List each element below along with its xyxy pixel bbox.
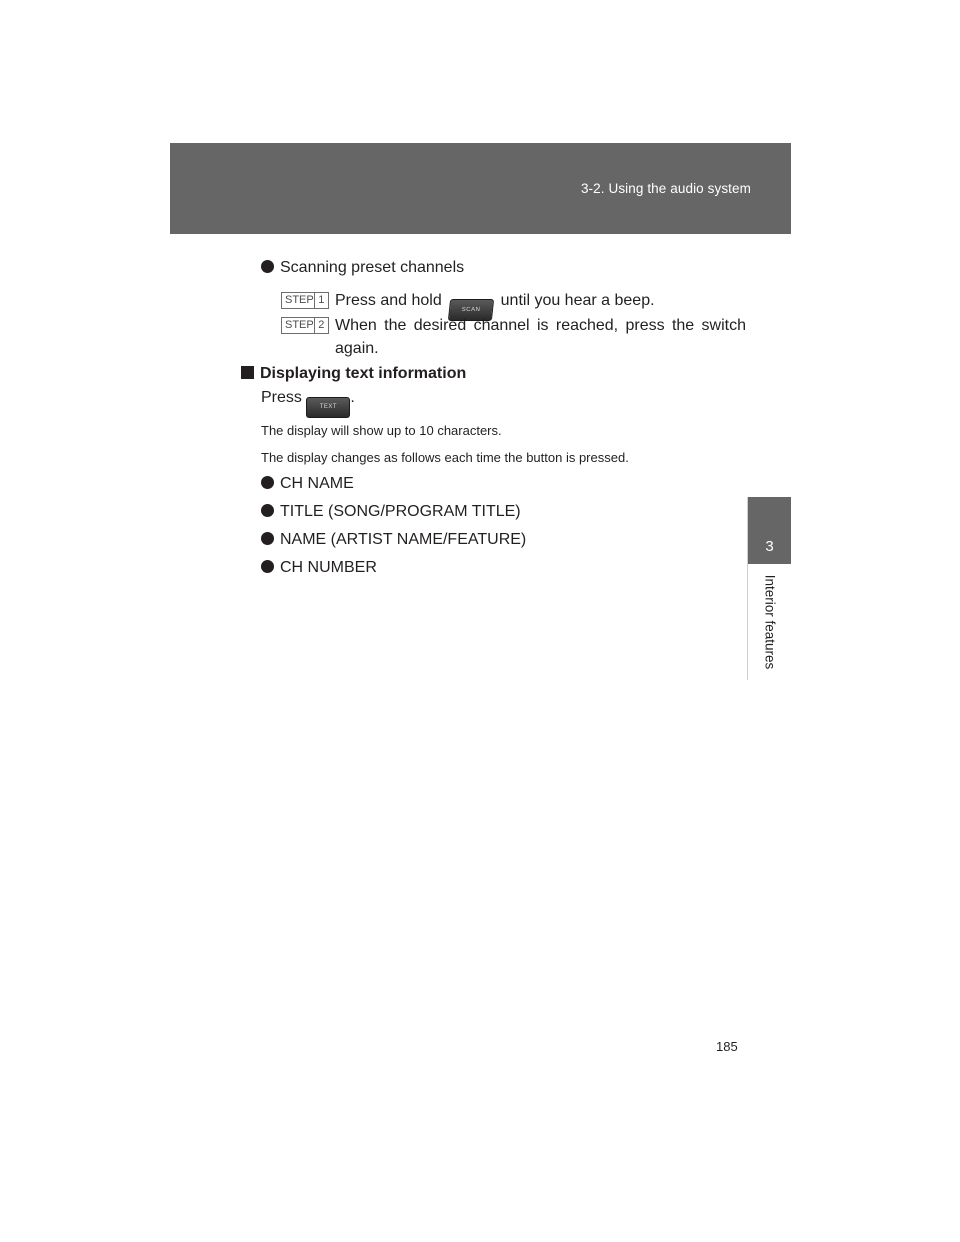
note-line: The display will show up to 10 characters. <box>261 423 502 438</box>
press-suffix: . <box>350 389 355 406</box>
list-item-label: CH NAME <box>280 475 354 492</box>
bullet-icon <box>261 476 274 489</box>
text-info-heading-label: Displaying text information <box>260 365 467 382</box>
list-item <box>261 530 526 550</box>
bullet-icon <box>261 260 274 273</box>
press-text-line <box>261 389 355 418</box>
header-bar <box>170 143 791 234</box>
bullet-icon <box>261 504 274 517</box>
step-1-text-before: Press and hold <box>335 292 442 309</box>
page-number: 185 <box>716 1039 738 1054</box>
section-title: 3-2. Using the audio system <box>580 181 751 196</box>
list-item-label: CH NUMBER <box>280 559 377 576</box>
list-item-label: NAME (ARTIST NAME/FEATURE) <box>280 531 527 548</box>
press-label: Press <box>261 389 302 406</box>
list-item <box>261 474 354 494</box>
bullet-icon <box>261 532 274 545</box>
step-number: 1 <box>314 293 328 308</box>
step-word: STEP <box>285 319 314 331</box>
square-bullet-icon <box>241 366 254 379</box>
list-item <box>261 502 521 522</box>
note-line: The display changes as follows each time the button is pressed. <box>261 450 629 465</box>
step-2-badge <box>281 317 329 334</box>
step-number: 2 <box>314 318 328 333</box>
list-item-label: TITLE (SONG/PROGRAM TITLE) <box>280 503 521 520</box>
scanning-bullet <box>261 258 464 278</box>
step-word: STEP <box>285 294 314 306</box>
scanning-title: Scanning preset channels <box>280 259 465 276</box>
list-item <box>261 558 377 578</box>
text-button-icon: TEXT <box>306 397 350 418</box>
step-1-text-after: until you hear a beep. <box>500 292 655 309</box>
bullet-icon <box>261 560 274 573</box>
text-info-heading <box>241 365 466 383</box>
step-1-badge <box>281 292 329 309</box>
chapter-label-tab <box>748 564 791 680</box>
step-2-text: When the desired channel is reached, press the switch again. <box>335 317 746 357</box>
chapter-number-tab: 3 <box>748 497 791 564</box>
scan-button-icon: SCAN <box>448 299 494 321</box>
chapter-label: Interior features <box>762 574 777 670</box>
